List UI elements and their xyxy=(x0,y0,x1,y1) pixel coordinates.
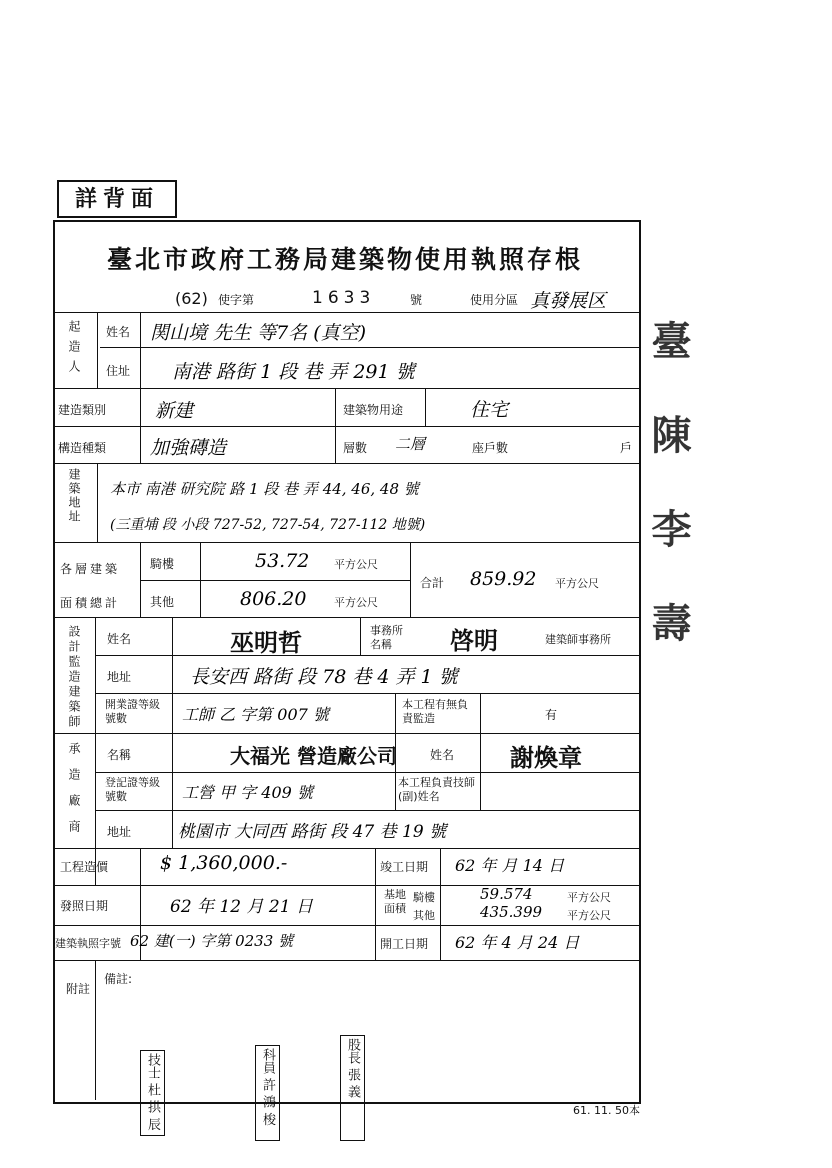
designer-license-label: 開業證等級號數 xyxy=(105,698,160,725)
designer-addr-value: 長安西 路街 段 78 巷 4 弄 1 號 xyxy=(190,666,458,688)
designer-supervise-label: 本工程有無負責監造 xyxy=(402,698,468,725)
structure-label: 構造種類 xyxy=(58,441,107,455)
rule xyxy=(97,312,98,388)
permit-label: 建築執照字號 xyxy=(55,937,121,950)
contractor-addr-label: 地址 xyxy=(107,825,132,839)
stamp-clerk: 科員 許 鴻 梭 xyxy=(255,1045,280,1141)
rule xyxy=(95,617,96,885)
base-label: 基地面積 xyxy=(384,888,406,915)
issue-label: 發照日期 xyxy=(60,899,109,913)
contractor-reg-value: 工營 甲 字 409 號 xyxy=(182,783,313,802)
zone-value: 真發展区 xyxy=(530,290,607,312)
area-other-unit: 平方公尺 xyxy=(334,596,378,609)
rule xyxy=(53,960,639,961)
form-title: 臺北市政府工務局建築物使用執照存根 xyxy=(106,245,583,274)
ref-year: (62) xyxy=(175,289,208,308)
stamp-technician: 技士 杜 拱 辰 xyxy=(140,1050,165,1136)
applicant-name-label: 姓名 xyxy=(106,325,131,339)
category-value: 新建 xyxy=(155,400,194,422)
contractor-person-label: 姓名 xyxy=(430,748,455,762)
area-other-label: 其他 xyxy=(150,595,175,609)
structure-value: 加強磚造 xyxy=(150,437,227,459)
site-line1: 本市 南港 研究院 路 1 段 巷 弄 44, 46, 48 號 xyxy=(110,480,419,498)
designer-group-label: 設計監造建築師 xyxy=(67,625,81,730)
rule xyxy=(410,542,411,617)
finish-label: 竣工日期 xyxy=(380,860,429,874)
contractor-tech-label: 本工程負責技師(副)姓名 xyxy=(398,776,475,803)
ref-number: 1633 xyxy=(312,288,376,308)
use-label: 建築物用途 xyxy=(343,403,404,417)
stamp-chief: 股長 張 義 xyxy=(340,1035,365,1141)
site-line2: (三重埔 段 小段 727-52, 727-54, 727-112 地號) xyxy=(110,517,426,533)
rule xyxy=(95,655,639,656)
area-arcade-value: 53.72 xyxy=(255,550,310,572)
rule xyxy=(140,580,410,581)
base-other-label: 其他 xyxy=(413,909,435,922)
rule xyxy=(95,960,96,1100)
floors-label: 層數 xyxy=(343,441,368,455)
contractor-reg-label: 登記證等級號數 xyxy=(105,776,160,803)
permit-value: 62 建(一) 字第 0233 號 xyxy=(130,932,294,950)
finish-value: 62 年 月 14 日 xyxy=(455,856,565,875)
rule xyxy=(172,617,173,848)
area-total-unit: 平方公尺 xyxy=(555,577,599,590)
area-total-label: 合計 xyxy=(420,576,445,590)
units-value: 戶 xyxy=(620,441,633,455)
designer-addr-label: 地址 xyxy=(107,670,132,684)
base-arcade-unit: 平方公尺 xyxy=(567,891,611,904)
contractor-name-value: 大福光 營造廠公司 xyxy=(230,744,397,768)
rule xyxy=(335,388,336,463)
designer-supervise-value: 有 xyxy=(545,708,558,722)
rule xyxy=(375,848,376,960)
rule xyxy=(425,388,426,426)
base-other-value: 435.399 xyxy=(480,903,543,921)
base-arcade-value: 59.574 xyxy=(480,885,533,903)
rule xyxy=(95,693,639,694)
area-other-value: 806.20 xyxy=(240,588,307,610)
rule xyxy=(360,617,361,655)
area-arcade-label: 騎樓 xyxy=(150,557,175,571)
rule xyxy=(53,617,639,618)
designer-office-label: 事務所名稱 xyxy=(370,624,403,651)
rule xyxy=(140,312,141,388)
rule xyxy=(97,463,98,542)
zone-label: 使用分區 xyxy=(470,293,519,307)
contractor-name-label: 名稱 xyxy=(107,748,132,762)
contractor-group-label: 承造廠商 xyxy=(67,742,81,846)
remarks-side-1: 附註 xyxy=(66,982,91,996)
use-value: 住宅 xyxy=(470,399,509,421)
issue-value: 62 年 12 月 21 日 xyxy=(170,897,313,917)
designer-name-value: 巫明哲 xyxy=(230,628,302,657)
rule xyxy=(53,463,639,464)
category-label: 建造類別 xyxy=(58,403,107,417)
floors-value: 二層 xyxy=(395,435,426,453)
rule xyxy=(440,848,441,960)
base-arcade-label: 騎樓 xyxy=(413,891,435,904)
rule xyxy=(140,542,141,617)
site-group-label: 建築地址 xyxy=(67,468,81,524)
form-footer: 61. 11. 50本 xyxy=(573,1104,640,1117)
bleed-through-text: 臺 陳 李 壽 xyxy=(645,320,692,662)
applicant-name-value: 関山境 先生 等7名 (真空) xyxy=(150,322,367,344)
designer-name-label: 姓名 xyxy=(107,632,132,646)
contractor-addr-value: 桃園市 大同西 路街 段 47 巷 19 號 xyxy=(178,822,447,842)
contractor-person-value: 謝煥章 xyxy=(510,743,582,772)
area-arcade-unit: 平方公尺 xyxy=(334,558,378,571)
applicant-group-label: 起造人 xyxy=(67,320,81,380)
ref-suffix: 號 xyxy=(410,293,423,307)
cost-label: 工程造價 xyxy=(60,860,109,874)
designer-office-value: 啓明 xyxy=(450,626,498,655)
base-other-unit: 平方公尺 xyxy=(567,909,611,922)
units-label: 座戶數 xyxy=(472,441,509,455)
designer-license-value: 工師 乙 字第 007 號 xyxy=(182,705,329,724)
rule xyxy=(53,733,639,734)
applicant-addr-value: 南港 路街 1 段 巷 弄 291 號 xyxy=(172,361,415,383)
ref-code: 使字第 xyxy=(218,293,255,307)
rule xyxy=(100,347,639,348)
start-label: 開工日期 xyxy=(380,937,429,951)
cost-value: $ 1,360,000.- xyxy=(160,852,288,874)
designer-office-suffix: 建築師事務所 xyxy=(545,633,611,646)
area-total-value: 859.92 xyxy=(470,568,537,590)
start-value: 62 年 4 月 24 日 xyxy=(455,933,580,952)
rule xyxy=(200,542,201,617)
rule xyxy=(395,693,396,733)
rule xyxy=(140,388,141,463)
detail-back-tag: 詳背面 xyxy=(57,180,177,218)
area-group-label: 各層建築面積總計 xyxy=(60,562,121,610)
applicant-addr-label: 住址 xyxy=(106,364,131,378)
remarks-label: 備註: xyxy=(104,972,133,986)
rule xyxy=(95,810,639,811)
rule xyxy=(480,693,481,810)
